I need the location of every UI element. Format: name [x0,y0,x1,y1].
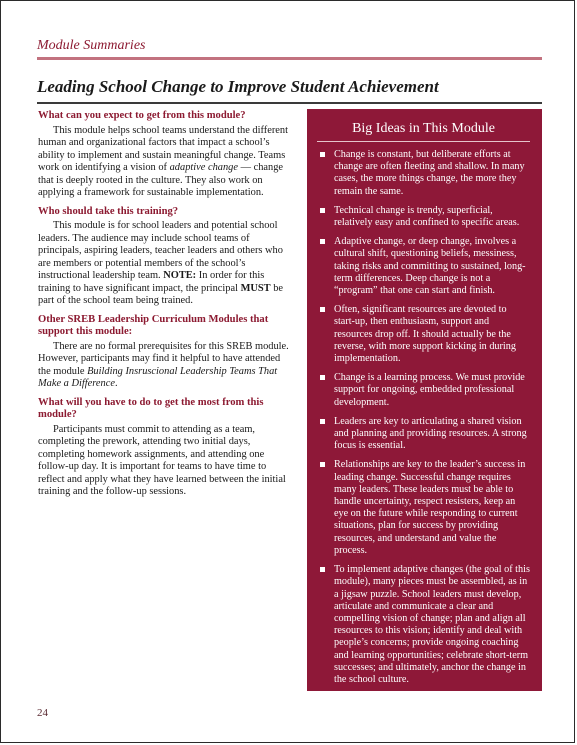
square-bullet-icon [320,567,325,572]
square-bullet-icon [320,152,325,157]
body-text: There are no formal prerequisites for this SREB module. However, participants may find it helpful to have attended the module [38,340,289,377]
list-item-text: Technical change is trendy, superficial, relatively easy and confined to specific areas. [334,204,520,229]
list-item [317,149,530,198]
list-item-text: Use data to refine your vision, create a sense of urgency, make decisions and monitor progress. [334,693,527,717]
square-bullet-icon [320,375,325,380]
list-item-text: To implement adaptive changes (the goal of this module), many pieces must be assembled, as in a jigsaw puzzle. School leaders must develop, articulate and communicate a clear and compelling vision of change; plan and align all resources to this vision; identify and deal with people’s concerns; provide ongoing coaching and learning opportunities; celebrate short-term successes; and ultimately, anchor the change in the school culture. [334,564,530,685]
list-item-text: Leaders are key to articulating a shared vision and planning and providing resources. A strong focus is essential. [334,415,527,452]
section-heading-audience: Who should take this training? [38,205,179,217]
sidebar-rule [317,141,530,142]
square-bullet-icon [320,696,325,701]
square-bullet-icon [320,239,325,244]
section-body-audience [38,220,294,308]
list-item [317,564,530,686]
section-body-expect [38,125,294,200]
body-text: In order for this training to have significant impact, the principal [38,270,265,294]
big-ideas-sidebar [307,109,542,717]
body-text: This module helps school teams understand the different human and organizational factors that impact a school’s ability to implement and sustain meaningful change. Teams work on identifying a vision of [38,124,288,173]
list-item [317,372,530,409]
must-text: MUST [240,282,271,294]
list-item-text: Change is constant, but deliberate efforts at change are often fleeting and shallow. In many cases, the more things change, the more they remain the same. [334,149,525,197]
left-column [38,110,294,505]
section-heading-other-modules: Other SREB Leadership Curriculum Modules that support this module: [38,313,269,337]
square-bullet-icon [320,208,325,213]
list-item [317,236,530,297]
note-label: NOTE: [163,270,197,281]
list-item [317,205,530,229]
emphasis-text: adaptive change [169,162,238,173]
title-rule [37,102,542,104]
list-item [317,693,530,717]
section-heading-requirements: What will you have to do to get the most from this module? [38,396,264,420]
page-title: Leading School Change to Improve Student Achievement [37,77,439,96]
page-number: 24 [37,707,48,719]
list-item-text: Often, significant resources are devoted to start-up, then enthusiasm, support and resources drop off. It should actually be the reverse, with more support kicking in during implementation. [334,304,516,365]
list-item [317,304,530,365]
list-item [317,416,530,453]
body-text: be part of the school team being trained. [38,282,283,306]
big-ideas-list [317,149,530,718]
square-bullet-icon [320,307,325,312]
list-item [317,459,530,557]
body-text: This module is for school leaders and potential school leaders. The audience may include school teams of principals, aspiring leaders, teacher leaders and others who are members or potential members of the school’s instructional leadership team. [38,220,283,281]
section-heading-expect: What can you expect to get from this module? [38,110,246,121]
square-bullet-icon [320,419,325,424]
section-body-other-modules [38,341,294,391]
list-item-text: Change is a learning process. We must provide support for ongoing, embedded professional development. [334,372,525,408]
header-rule [37,57,542,60]
body-text: — change that is deeply rooted in the culture. They also work on applying a framework for sustainable implementation. [38,162,284,198]
square-bullet-icon [320,462,325,467]
running-head: Module Summaries [37,38,146,53]
sidebar-title: Big Ideas in This Module [352,121,495,136]
emphasis-text: Building Insruscional Leadership Teams That Make a Difference [38,365,278,389]
list-item-text: Relationships are key to the leader’s success in leading change. Successful change requires many leaders. These leaders must be able to handle uncertainty, respect resisters, keep an eye on the future while responding to current situations, plan for success by providing resources, and understand and value the process. [334,459,526,556]
section-body-requirements: Participants must commit to attending as a team, completing the prework, attending two initial days, completing homework assignments, and attending one follow-up day. It is important for teams to have time to reflect and apply what they have learned between the initial training and the follow-up sessions. [38,423,286,497]
list-item-text: Adaptive change, or deep change, involves a cultural shift, questioning beliefs, messiness, taking risks and committing to sustained, long-term differences. Deep change is not a “program” that one can start and finish. [334,236,526,297]
body-text: . [114,378,118,389]
